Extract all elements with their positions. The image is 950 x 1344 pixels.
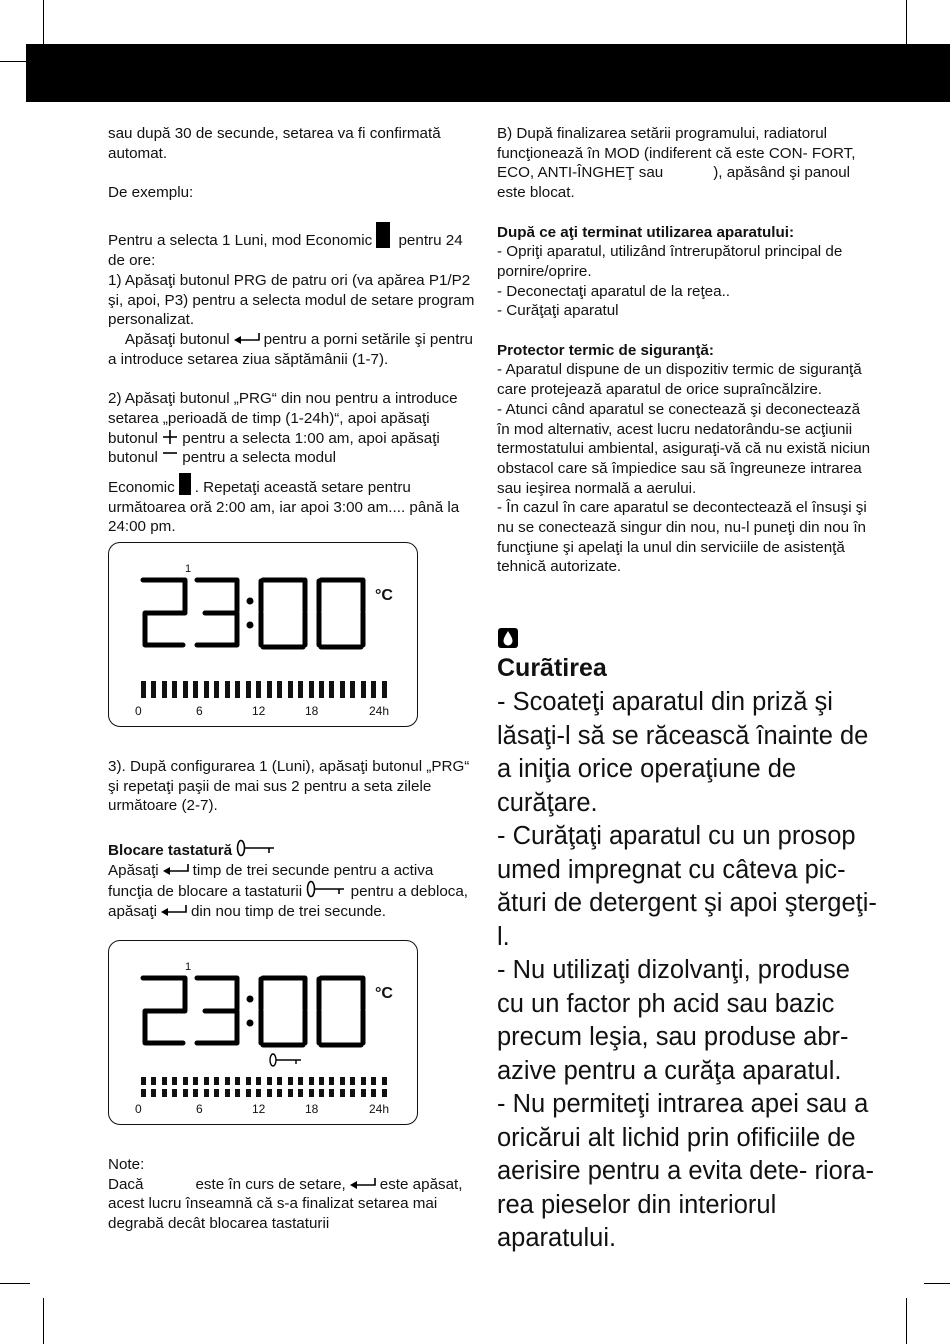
hour-segment	[193, 681, 198, 698]
time-digits-icon	[137, 575, 377, 655]
key-lock-icon	[269, 1053, 303, 1067]
enter-arrow-icon	[233, 332, 261, 345]
paragraph	[108, 389, 478, 468]
hour-segment	[309, 1089, 314, 1097]
text: este apăsat, acest lucru înseamnă că s-a finalizat setarea mai degrabă decât blocarea tastaturii	[108, 1175, 463, 1233]
cleaning-item: - Nu utilizaţi dizolvanţi, produse cu un factor ph acid sau bazic precum leşia, sau produse abr- azive pentru a curăţa aparatul.	[497, 956, 850, 1085]
hour-segment	[225, 1089, 230, 1097]
cleaning-item: - Nu permiteţi intrarea apei sau a oricărui alt lichid prin ofificiile de aerisire pentru a evita dete- riora-rea pieselor din interiorul aparatului.	[497, 1090, 875, 1252]
hour-segment	[267, 1077, 272, 1085]
note-label: Note:	[108, 1156, 145, 1173]
hour-segment	[214, 1077, 219, 1085]
hour-segment	[298, 1077, 303, 1085]
hour-segment	[193, 1089, 198, 1097]
cleaning-body	[497, 686, 877, 1256]
list-item: - Curăţaţi aparatul	[497, 302, 619, 320]
hour-segment	[256, 1089, 261, 1097]
axis-label: 0	[135, 1102, 142, 1116]
list-item: - Opriţi aparatul, utilizând întrerupătorul principal de pornire/oprire.	[497, 243, 843, 280]
left-column	[108, 124, 478, 536]
cleaning-title: Curãtirea	[497, 654, 607, 682]
axis-label: 24h	[369, 1102, 390, 1116]
hour-segment	[246, 1089, 251, 1097]
list-item: - Atunci când aparatul se conectează şi deconectează în mod alternativ, acest lucru nedatorându-se acţiunii termostatului ambiental, asiguraţi-vă că nu există niciun obstacol care să împiedice sau să îngreuneze intrarea sau ieşirea normală a aerului.	[497, 400, 871, 497]
hour-segment	[361, 681, 366, 698]
crop-mark	[43, 1298, 44, 1344]
program-zone-number: 1	[185, 563, 192, 575]
hour-segment	[309, 681, 314, 698]
temperature-unit: °C	[375, 587, 393, 604]
hour-segment	[267, 1089, 272, 1097]
text: . Repetaţi această setare pentru următoarea oră 2:00 am, iar apoi 3:00 am.... până la 24:00 pm.	[108, 478, 460, 536]
note-block	[108, 1155, 478, 1234]
hour-segment	[277, 1077, 282, 1085]
paragraph	[497, 124, 872, 203]
hour-segment	[151, 1077, 156, 1085]
paragraph	[108, 473, 478, 537]
axis-label: 12	[252, 704, 266, 718]
hour-segment	[277, 681, 282, 698]
hour-segment	[225, 681, 230, 698]
hour-segment	[288, 1077, 293, 1085]
list-item: - În cazul în care aparatul se decontectează el însuşi şi nu se conectează singur din nou, nu-l puneţi din nou în funcţiune şi apelaţi la unul din serviciile de asistenţă tehnică autorizate.	[497, 499, 867, 576]
right-column	[497, 124, 872, 577]
paragraph	[108, 330, 478, 369]
paragraph	[108, 861, 478, 922]
text: Dacă	[108, 1175, 144, 1193]
key-lock-icon	[306, 880, 346, 898]
hour-segment	[235, 1089, 240, 1097]
text: Apăsaţi	[108, 861, 159, 879]
axis-label: 18	[305, 1102, 319, 1116]
text: pentru a selecta modul	[182, 449, 336, 467]
hour-segment	[172, 1089, 177, 1097]
left-column-lower	[108, 757, 478, 922]
hour-segment	[235, 681, 240, 698]
cleaning-item: - Scoateţi aparatul din priză şi lăsaţi-l să se răcească înainte de a iniţia orice operaţiune de curăţare.	[497, 688, 869, 817]
hour-segment	[361, 1077, 366, 1085]
hour-segment	[172, 1077, 177, 1085]
lcd-display	[108, 542, 418, 727]
text: Economic	[108, 478, 175, 496]
hour-segment	[340, 1089, 345, 1097]
hour-segment	[204, 681, 209, 698]
hour-segment	[162, 1077, 167, 1085]
hour-segment	[340, 681, 345, 698]
hour-segment	[298, 681, 303, 698]
hour-segment	[288, 681, 293, 698]
paragraph: sau după 30 de secunde, setarea va fi confirmată automat.	[108, 125, 441, 162]
text: pentru a selecta 1:00 am, apoi apăsaţi butonul	[108, 429, 440, 467]
hour-segment	[141, 1077, 146, 1085]
hour-segment	[256, 1077, 261, 1085]
hour-segment	[371, 1077, 376, 1085]
key-lock-icon	[236, 839, 276, 857]
hour-segment	[162, 681, 167, 698]
axis-label: 12	[252, 1102, 266, 1116]
axis-label: 6	[196, 704, 203, 718]
text: pentru 24 de ore:	[108, 232, 463, 270]
crop-mark	[43, 0, 44, 46]
crop-mark	[924, 1283, 950, 1284]
hour-segment	[214, 681, 219, 698]
hour-segment	[151, 1089, 156, 1097]
hour-segment	[382, 1077, 387, 1085]
hour-segment	[309, 1077, 314, 1085]
text: timp de trei secunde pentru a activa funcţia de blocare a tastaturii	[108, 861, 434, 901]
crop-mark	[906, 1298, 907, 1344]
list-item: - Deconectaţi aparatul de la reţea..	[497, 282, 731, 300]
hour-segment	[162, 1089, 167, 1097]
hour-segment	[225, 1077, 230, 1085]
hour-segment	[172, 681, 177, 698]
cleaning-item: - Curăţaţi aparatul cu un prosop umed impregnat cu câteva pic- ături de detergent şi apoi ştergeţi-l.	[497, 822, 877, 951]
hour-segment	[277, 1089, 282, 1097]
hour-segment	[183, 1089, 188, 1097]
text: din nou timp de trei secunde.	[190, 902, 387, 920]
hour-segment	[183, 681, 188, 698]
list-item: - Aparatul dispune de un dispozitiv termic de siguranţă care protejează aparatul de orice supraîncălzire.	[497, 361, 862, 399]
text: Apăsaţi butonul	[124, 331, 230, 348]
hour-segment	[329, 1077, 334, 1085]
paragraph	[108, 222, 478, 270]
hour-segment	[361, 1089, 366, 1097]
enter-arrow-icon	[162, 863, 190, 876]
time-digits-icon	[137, 973, 377, 1053]
hour-segment	[319, 1089, 324, 1097]
hour-segment	[288, 1089, 293, 1097]
hour-segment	[183, 1077, 188, 1085]
section-title: Blocare tastatură	[108, 841, 233, 859]
economic-mode-icon	[179, 473, 191, 495]
paragraph: De exemplu:	[108, 184, 194, 202]
lcd-display-locked	[108, 940, 418, 1125]
hour-segment	[319, 681, 324, 698]
hour-segment	[382, 1089, 387, 1097]
economic-mode-icon	[376, 222, 390, 248]
text: pentru a porni setările şi pentru a introduce setarea ziua săptămânii (1-7).	[108, 331, 473, 368]
hour-bar-top	[141, 1077, 387, 1085]
hour-segment	[329, 681, 334, 698]
paragraph	[108, 1175, 478, 1234]
enter-arrow-icon	[349, 1177, 377, 1190]
hour-segment	[204, 1089, 209, 1097]
hour-bar	[141, 681, 387, 698]
hour-segment	[214, 1089, 219, 1097]
text: este în curs de setare,	[195, 1175, 346, 1193]
hour-bar-bottom	[141, 1089, 387, 1097]
hour-segment	[141, 681, 146, 698]
axis-label: 18	[305, 704, 319, 718]
section-title: După ce aţi terminat utilizarea aparatului:	[497, 223, 795, 241]
paragraph	[108, 839, 478, 861]
plus-icon	[162, 429, 178, 445]
hour-segment	[151, 681, 156, 698]
paragraph: 1) Apăsaţi butonul PRG de patru ori (va apărea P1/P2 şi, apoi, P3) pentru a selecta modul de setare program personalizat.	[108, 271, 475, 329]
axis-label: 0	[135, 704, 142, 718]
hour-segment	[235, 1077, 240, 1085]
axis-label: 6	[196, 1102, 203, 1116]
enter-arrow-icon	[160, 904, 188, 917]
paragraph: 3). După configurarea 1 (Luni), apăsaţi butonul „PRG“ şi repetaţi paşii de mai sus 2 pentru a seta zilele următoare (2-7).	[108, 758, 470, 815]
temperature-unit: °C	[375, 985, 393, 1002]
hour-segment	[371, 681, 376, 698]
crop-mark	[906, 0, 907, 46]
minus-icon	[162, 448, 178, 464]
crop-mark	[0, 1283, 30, 1284]
hour-segment	[193, 1077, 198, 1085]
hour-segment	[298, 1089, 303, 1097]
hour-segment	[256, 681, 261, 698]
text: ), apăsând şi panoul este blocat.	[497, 164, 851, 202]
hour-segment	[350, 1077, 355, 1085]
hour-segment	[340, 1077, 345, 1085]
hour-segment	[246, 1077, 251, 1085]
text: pentru a debloca, apăsaţi	[108, 883, 469, 920]
text: B) După finalizarea setării programului, radiatorul funcţionează în MOD (indiferent că este CON- FORT, ECO, ANTI-ÎNGHEŢ sau	[497, 125, 856, 182]
hour-segment	[204, 1077, 209, 1085]
text: 2) Apăsaţi butonul „PRG“ din nou pentru a introduce setarea „perioadă de timp (1-24h)“, apoi apăsaţi butonul	[108, 390, 458, 447]
hour-segment	[319, 1077, 324, 1085]
text: Pentru a selecta 1 Luni, mod Economic	[108, 232, 373, 250]
hour-segment	[267, 681, 272, 698]
hour-segment	[371, 1089, 376, 1097]
header-bar	[26, 44, 950, 102]
axis-label: 24h	[369, 704, 390, 718]
hour-segment	[350, 681, 355, 698]
hour-segment	[246, 681, 251, 698]
hour-segment	[141, 1089, 146, 1097]
water-drop-icon	[498, 628, 518, 648]
hour-segment	[382, 681, 387, 698]
hour-segment	[350, 1089, 355, 1097]
program-zone-number: 1	[185, 961, 192, 973]
section-title: Protector termic de siguranţă:	[497, 341, 714, 359]
hour-segment	[329, 1089, 334, 1097]
